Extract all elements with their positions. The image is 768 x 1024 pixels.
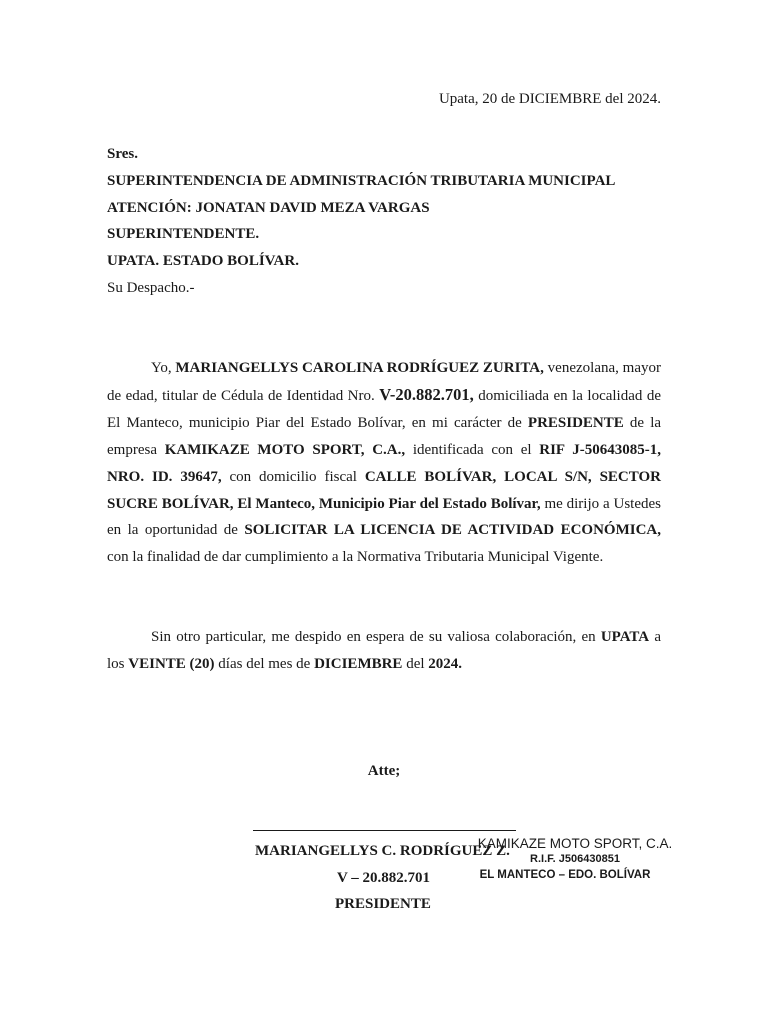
month: DICIEMBRE	[314, 655, 403, 672]
recipient-institution: SUPERINTENDENCIA DE ADMINISTRACIÓN TRIBUTARIA MUNICIPAL	[107, 173, 616, 189]
stamp-rif: R.I.F. J506430851	[530, 853, 620, 865]
recipient-location: UPATA. ESTADO BOLÍVAR.	[107, 253, 299, 269]
recipient-salutation: Sres.	[107, 146, 138, 162]
signature-ci: V – 20.882.701	[337, 870, 431, 886]
body-paragraph-2	[107, 624, 661, 678]
company-rif: RIF J-50643085-1, NRO. ID. 39647,	[107, 441, 661, 485]
applicant-role: PRESIDENTE	[527, 414, 624, 431]
p2-text: del	[402, 655, 429, 672]
letter-date: Upata, 20 de DICIEMBRE del 2024.	[438, 91, 661, 107]
signature-role: PRESIDENTE	[335, 896, 431, 912]
p2-text: Sin otro particular, me despido en espera de su valiosa colaboración, en	[151, 629, 601, 645]
company-address: CALLE BOLÍVAR, LOCAL S/N, SECTOR SUCRE BOLÍVAR, El Manteco, Municipio Piar del Estado Bolívar,	[107, 468, 661, 512]
recipient-attention: ATENCIÓN: JONATAN DAVID MEZA VARGAS	[107, 200, 430, 216]
p1-text: me dirijo a Ustedes en la oportunidad de	[107, 495, 661, 539]
company-name: KAMIKAZE MOTO SPORT, C.A.,	[164, 441, 406, 458]
closing: Atte;	[367, 763, 401, 779]
p1-text: venezolana, mayor de edad, titular de Cédula de Identidad Nro.	[107, 360, 661, 404]
signature-name: MARIANGELLYS C. RODRÍGUEZ Z.	[255, 843, 510, 859]
company-stamp	[470, 836, 680, 883]
p1-text: con domicilio fiscal	[221, 468, 365, 485]
p1-text: domiciliada en la localidad de El Manteco, municipio Piar del Estado Bolívar, en mi carácter de	[107, 387, 661, 431]
p1-text: de la empresa	[107, 414, 662, 458]
city: UPATA	[600, 629, 650, 645]
p1-text: Yo,	[151, 360, 176, 376]
p2-text: a los	[107, 629, 661, 672]
day: VEINTE (20)	[128, 655, 215, 672]
body-paragraph-1	[107, 355, 661, 571]
request-text: SOLICITAR LA LICENCIA DE ACTIVIDAD ECONÓMICA,	[244, 522, 661, 539]
p2-text: días del mes de	[214, 655, 315, 672]
p1-text: con la finalidad de dar cumplimiento a la Normativa Tributaria Municipal Vigente.	[107, 549, 604, 566]
p1-text: identificada con el	[405, 441, 540, 458]
year: 2024.	[428, 655, 463, 672]
recipient-title: SUPERINTENDENTE.	[107, 226, 260, 242]
recipient-despacho: Su Despacho.-	[107, 280, 195, 296]
applicant-ci: V-20.882.701,	[379, 384, 474, 404]
stamp-company: KAMIKAZE MOTO SPORT, C.A.	[477, 836, 673, 851]
applicant-name: MARIANGELLYS CAROLINA RODRÍGUEZ ZURITA,	[175, 360, 544, 376]
signature-line	[253, 830, 516, 831]
stamp-location: EL MANTECO – EDO. BOLÍVAR	[479, 869, 651, 881]
